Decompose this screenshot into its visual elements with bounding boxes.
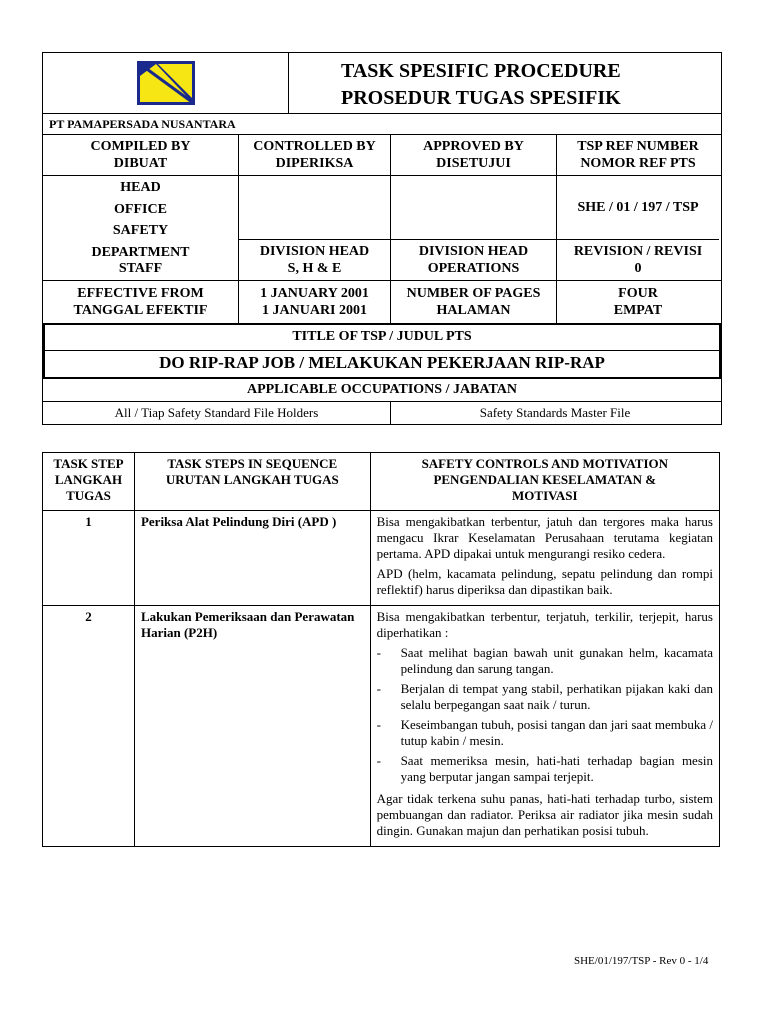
revision-box	[557, 240, 719, 280]
bullet-dash: -	[376, 681, 381, 696]
bullet-item	[377, 645, 713, 677]
bullet-text: Saat memeriksa mesin, hati-hati terhadap bagian mesin yang berputar jangan sampai terjepit.	[400, 753, 713, 784]
div-head-ops	[391, 240, 556, 280]
effective-cell	[43, 281, 239, 323]
safety-paragraph: Agar tidak terkena suhu panas, hati-hati terhadap turbo, sistem pembuangan dan radiator. Periksa air radiator jika mesin sudah dingin. Gunakan majun dan perhatikan posisi tubuh.	[376, 791, 713, 838]
ref-number-box	[557, 176, 719, 240]
occupation-right: Safety Standards Master File	[479, 405, 631, 420]
labels-row	[43, 135, 721, 176]
bullet-item	[377, 681, 713, 713]
col2-line: URUTAN LANGKAH TUGAS	[165, 472, 339, 487]
applicable-label: APPLICABLE OCCUPATIONS / JABATAN	[246, 382, 518, 397]
div-head-1-label: DIVISION HEAD	[259, 244, 370, 259]
bullet-item	[377, 717, 713, 749]
page-footer: SHE/01/197/TSP - Rev 0 - 1/4	[574, 955, 709, 967]
div-head-2-label: DIVISION HEAD	[418, 244, 529, 259]
col1-line: LANGKAH	[54, 472, 123, 487]
task-table-header	[43, 453, 720, 511]
occupations-row	[43, 402, 721, 424]
bullet-text: Keseimbangan tubuh, posisi tangan dan jari saat membuka / tutup kabin / mesin.	[400, 717, 713, 748]
pages-value-en: FOUR	[618, 286, 658, 301]
job-title: DO RIP-RAP JOB / MELAKUKAN PEKERJAAN RIP-RAP	[159, 353, 605, 372]
bullet-text: Saat melihat bagian bawah unit gunakan helm, kacamata pelindung dan sarung tangan.	[400, 645, 713, 676]
col-steps-sequence	[134, 453, 370, 511]
halaman-label: HALAMAN	[436, 303, 511, 318]
dibuat-label: DIBUAT	[113, 156, 168, 171]
job-title-row	[43, 351, 721, 379]
controlled-by-label: CONTROLLED BY	[253, 139, 376, 154]
compiler-line: DEPARTMENT	[91, 244, 190, 260]
ref-revision-cell	[557, 176, 719, 280]
bullet-text: Berjalan di tempat yang stabil, perhatikan pijakan kaki dan selalu berpegangan saat naik / turun.	[400, 681, 713, 712]
col3-line: SAFETY CONTROLS AND MOTIVATION	[421, 456, 669, 471]
disetujui-label: DISETUJUI	[436, 156, 511, 171]
step-number: 1	[43, 511, 135, 606]
approved-sign-cell	[391, 176, 557, 280]
controlled-sign-cell	[239, 176, 391, 280]
div-head-2-sub: OPERATIONS	[427, 261, 520, 276]
controlled-by-cell	[239, 135, 391, 175]
company-logo-icon	[136, 60, 196, 106]
compiler-line: SAFETY	[112, 223, 169, 238]
company-name: PT PAMAPERSADA NUSANTARA	[49, 117, 236, 131]
tanggal-efektif-label: TANGGAL EFEKTIF	[73, 303, 208, 318]
revision-value: 0	[634, 261, 642, 276]
col-safety-controls	[370, 453, 719, 511]
col2-line: TASK STEPS IN SEQUENCE	[167, 456, 338, 471]
compiler-line: OFFICE	[114, 201, 167, 217]
tsp-ref-cell	[557, 135, 719, 175]
bullet-dash: -	[376, 645, 381, 660]
approved-by-cell	[391, 135, 557, 175]
occupation-left: All / Tiap Safety Standard File Holders	[43, 402, 391, 424]
bullet-dash: -	[376, 753, 381, 768]
diperiksa-label: DIPERIKSA	[275, 156, 354, 171]
table-row	[43, 606, 720, 847]
logo-cell	[43, 53, 289, 113]
pages-label-cell	[391, 281, 557, 323]
applicable-row	[43, 379, 721, 402]
date-cell	[239, 281, 391, 323]
num-pages-label: NUMBER OF PAGES	[406, 286, 541, 301]
safety-paragraph: Bisa mengakibatkan terbentur, terjatuh, terkilir, terjepit, harus diperhatikan :	[376, 609, 713, 640]
col3-line: MOTIVASI	[512, 488, 578, 503]
col-task-step	[43, 453, 135, 511]
table-row	[43, 511, 720, 606]
tsp-title-label: TITLE OF TSP / JUDUL PTS	[43, 324, 721, 350]
header-table	[42, 52, 722, 425]
ref-number-value: SHE / 01 / 197 / TSP	[577, 200, 699, 215]
tsp-title-label-row	[43, 324, 721, 351]
col1-line: TUGAS	[66, 488, 111, 503]
step-description: Lakukan Pemeriksaan dan Perawatan Harian (P2H)	[134, 606, 370, 847]
company-row	[43, 114, 721, 135]
date-id: 1 JANUARI 2001	[262, 303, 367, 318]
col3-line: PENGENDALIAN KESELAMATAN &	[433, 472, 657, 487]
date-en: 1 JANUARY 2001	[260, 286, 369, 301]
approved-sign-space	[391, 176, 556, 240]
approved-by-label: APPROVED BY	[423, 139, 524, 154]
tsp-ref-label: TSP REF NUMBER	[577, 139, 699, 154]
div-head-she	[239, 240, 390, 280]
signature-row	[43, 176, 721, 281]
title-row	[43, 53, 721, 114]
task-steps-table	[42, 452, 720, 847]
revision-label: REVISION / REVISI	[573, 244, 703, 259]
pages-value-id: EMPAT	[613, 303, 663, 318]
compiler-line: HEAD	[120, 180, 161, 195]
safety-control	[370, 606, 719, 847]
compiler-line: STAFF	[118, 261, 163, 276]
pages-value-cell	[557, 281, 719, 323]
controlled-sign-space	[239, 176, 390, 240]
step-number: 2	[43, 606, 135, 847]
safety-paragraph: Bisa mengakibatkan terbentur, jatuh dan tergores maka harus mengacu Ikrar Keselamatan Perusahaan terutama kegiatan pertama. APD dipakai untuk mengurangi resiko cedera.	[376, 514, 713, 561]
col1-line: TASK STEP	[53, 456, 124, 471]
compiled-by-cell	[43, 135, 239, 175]
safety-control	[370, 511, 719, 606]
effective-from-label: EFFECTIVE FROM	[77, 286, 204, 301]
title-cell	[289, 53, 719, 113]
safety-paragraph: APD (helm, kacamata pelindung, sepatu pelindung dan rompi reflektif) harus diperiksa dan dipastikan baik.	[376, 566, 713, 597]
bullet-item	[377, 753, 713, 785]
compiler-cell	[43, 176, 239, 280]
doc-title-id: PROSEDUR TUGAS SPESIFIK	[341, 87, 621, 109]
effective-row	[43, 281, 721, 324]
bullet-dash: -	[376, 717, 381, 732]
step-description: Periksa Alat Pelindung Diri (APD )	[134, 511, 370, 606]
compiled-by-label: COMPILED BY	[90, 139, 191, 154]
doc-title-en: TASK SPESIFIC PROCEDURE	[341, 60, 621, 82]
div-head-1-sub: S, H & E	[287, 261, 342, 276]
nomor-ref-label: NOMOR REF PTS	[580, 156, 696, 171]
